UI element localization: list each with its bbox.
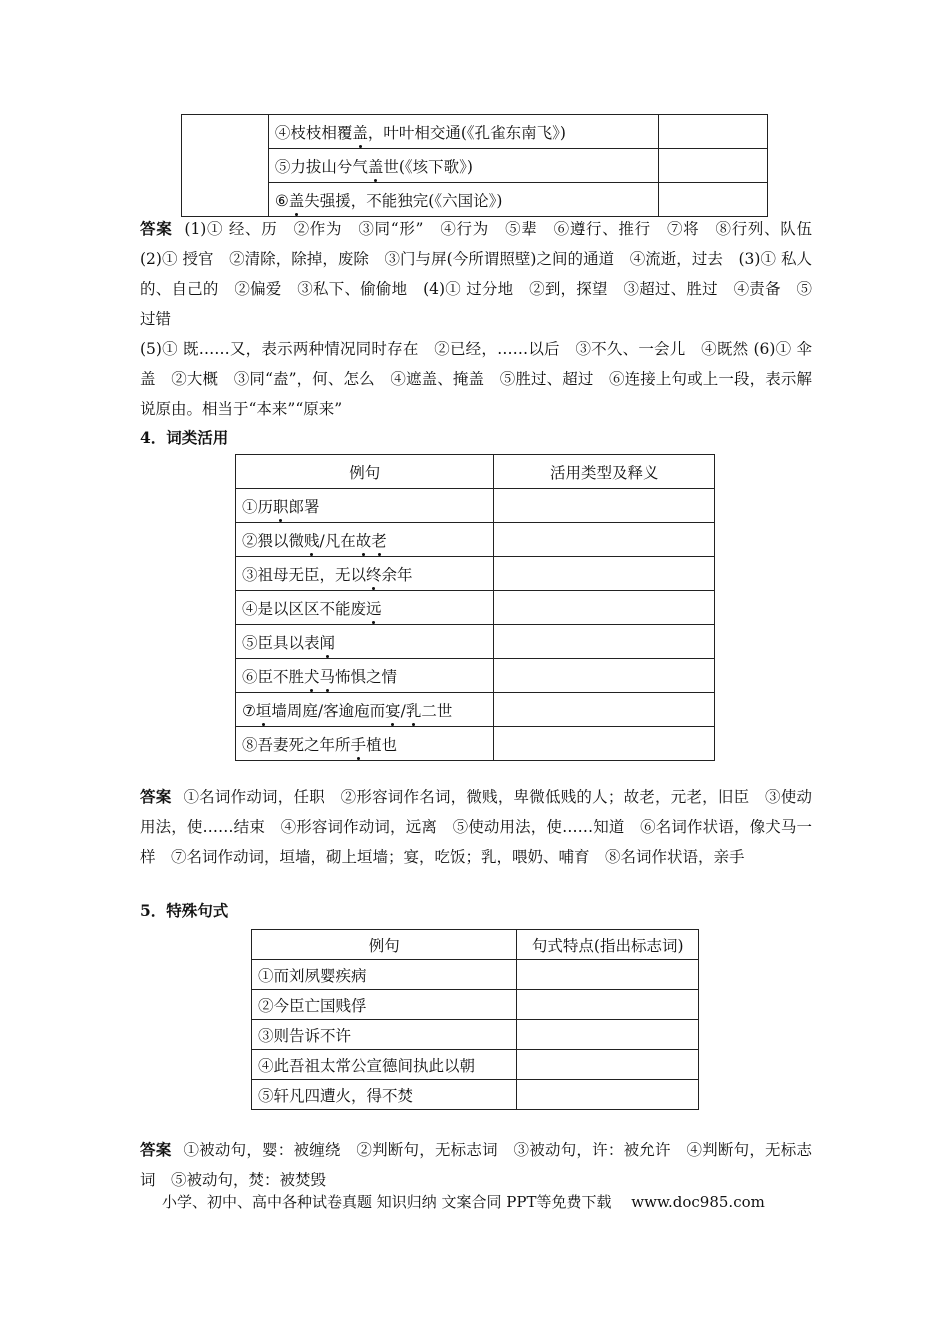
- answer-section5: [140, 1135, 812, 1195]
- table-row: [182, 115, 768, 149]
- table-row: [236, 727, 715, 761]
- header-cell: 活用类型及释义: [494, 455, 715, 489]
- answer-cell: [659, 115, 768, 149]
- footer-ad: 小学、初中、高中各种试卷真题 知识归纳 文案合同 PPT等免费下载 www.doc985.com: [162, 1193, 765, 1211]
- answer-text: (1)① 经、历 ②作为 ③同“形” ④行为 ⑤辈 ⑥遵行、推行 ⑦将 ⑧行列、队伍 (2)① 授官 ②清除，除掉，废除 ③门与屏(今所谓照壁)之间的通道 ④流逝，过去 (3)① 私人的、自己的 ②偏爱 ③私下、偷偷地 (4)① 过分地 ②到，探望 ③超过、胜过 ④责备 ⑤过错: [140, 220, 828, 328]
- table-row: [182, 183, 768, 217]
- table-row: [236, 557, 715, 591]
- example-cell: ⑥臣不胜犬马怖惧之情: [236, 659, 494, 693]
- table-row: [182, 149, 768, 183]
- answer-section3-part1: [140, 214, 828, 334]
- answer-cell: [517, 1020, 699, 1050]
- example-cell: ③祖母无臣，无以终余年: [236, 557, 494, 591]
- table-row: [236, 523, 715, 557]
- answer-cell: [494, 693, 715, 727]
- answer-label: 答案: [140, 219, 173, 238]
- answer-cell: [494, 523, 715, 557]
- answer-cell: [659, 183, 768, 217]
- merged-cell: [182, 115, 269, 217]
- table-row: [252, 960, 699, 990]
- example-cell: ⑤力拔山兮气盖世(《垓下歌》): [268, 149, 658, 183]
- answer-cell: [494, 591, 715, 625]
- answer-cell: [517, 990, 699, 1020]
- answer-section4: [140, 782, 812, 872]
- table-row: [252, 1020, 699, 1050]
- section-heading: 4．词类活用: [140, 428, 229, 447]
- answer-cell: [517, 1050, 699, 1080]
- example-cell: ③则告诉不许: [252, 1020, 517, 1050]
- answer-text: (5)① 既……又，表示两种情况同时存在 ②已经，……以后 ③不久、一会儿 ④既然 (6)① 伞盖 ②大概 ③同“盍”，何、怎么 ④遮盖、掩盖 ⑤胜过、超过 ⑥连接上句或上一段，表示解说原由。相当于“本来”“原来”: [140, 340, 812, 418]
- example-cell: ②今臣亡国贱俘: [252, 990, 517, 1020]
- answer-cell: [494, 625, 715, 659]
- table-row: [236, 489, 715, 523]
- example-cell: ②猥以微贱/凡在故老: [236, 523, 494, 557]
- example-cell: ①历职郎署: [236, 489, 494, 523]
- sentence-pattern-table: [251, 929, 699, 1110]
- table-row: [252, 1080, 699, 1110]
- answer-cell: [494, 727, 715, 761]
- example-cell: ④是以区区不能废远: [236, 591, 494, 625]
- table-header-row: [252, 930, 699, 960]
- answer-cell: [494, 489, 715, 523]
- example-cell: ⑧吾妻死之年所手植也: [236, 727, 494, 761]
- answer-cell: [494, 659, 715, 693]
- answer-cell: [494, 557, 715, 591]
- answer-label: 答案: [140, 787, 172, 806]
- word-usage-table: [235, 454, 715, 761]
- table-row: [236, 625, 715, 659]
- example-cell: ⑤轩凡四遭火，得不焚: [252, 1080, 517, 1110]
- example-cell: ⑥盖失强援，不能独完(《六国论》): [268, 183, 658, 217]
- meaning-table-continued: [181, 114, 768, 217]
- section-heading: 5．特殊句式: [140, 901, 229, 920]
- answer-section3-part2: [140, 334, 812, 424]
- table-row: [236, 693, 715, 727]
- answer-text: ①名词作动词，任职 ②形容词作名词，微贱，卑微低贱的人；故老，元老，旧臣 ③使动用法，使……结束 ④形容词作动词，远离 ⑤使动用法，使……知道 ⑥名词作状语，像犬马一样 ⑦名词作动词，垣墙，砌上垣墙；宴，吃饭；乳，喂奶、哺育 ⑧名词作状语，亲手: [140, 788, 812, 866]
- answer-cell: [517, 1080, 699, 1110]
- header-cell: 句式特点(指出标志词): [517, 930, 699, 960]
- table-row: [236, 659, 715, 693]
- answer-cell: [659, 149, 768, 183]
- answer-text: ①被动句，婴：被缠绕 ②判断句，无标志词 ③被动句，许：被允许 ④判断句，无标志词 ⑤被动句，焚：被焚毁: [140, 1141, 812, 1189]
- header-cell: 例句: [236, 455, 494, 489]
- example-cell: ④枝枝相覆盖，叶叶相交通(《孔雀东南飞》): [268, 115, 658, 149]
- answer-cell: [517, 960, 699, 990]
- table-row: [252, 990, 699, 1020]
- answer-label: 答案: [140, 1140, 172, 1159]
- example-cell: ⑤臣具以表闻: [236, 625, 494, 659]
- header-cell: 例句: [252, 930, 517, 960]
- table-header-row: [236, 455, 715, 489]
- table-row: [236, 591, 715, 625]
- example-cell: ⑦垣墙周庭/客逾庖而宴/乳二世: [236, 693, 494, 727]
- example-cell: ④此吾祖太常公宣德间执此以朝: [252, 1050, 517, 1080]
- table-row: [252, 1050, 699, 1080]
- example-cell: ①而刘夙婴疾病: [252, 960, 517, 990]
